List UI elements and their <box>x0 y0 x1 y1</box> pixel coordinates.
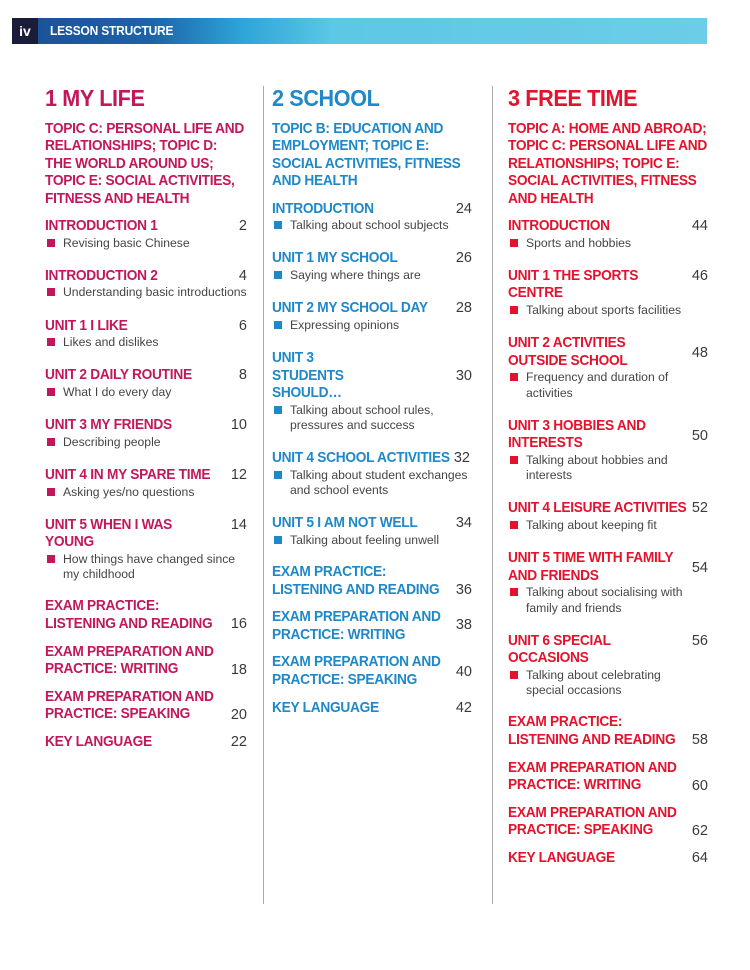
entry-subtitle: Talking about keeping fit <box>508 518 711 533</box>
entry-title[interactable]: EXAM PREPARATION AND PRACTICE: SPEAKING <box>45 688 214 723</box>
entry-title[interactable]: UNIT 3 MY FRIENDS <box>45 417 172 434</box>
page-ref: 8 <box>238 367 247 384</box>
page-ref: 48 <box>691 345 708 362</box>
entry-subtitle: What I do every day <box>45 385 248 400</box>
entry-subtitle: Describing people <box>45 435 248 450</box>
toc-entry[interactable] <box>508 850 708 868</box>
page-ref: 22 <box>230 733 247 750</box>
toc-entry[interactable] <box>272 700 472 718</box>
square-bullet-icon <box>510 239 518 247</box>
entry-title[interactable]: UNIT 4 SCHOOL ACTIVITIES <box>272 450 450 467</box>
entry-title[interactable]: INTRODUCTION <box>508 218 610 235</box>
toc-entry[interactable] <box>272 609 472 644</box>
toc-entry[interactable] <box>508 714 708 749</box>
entry-title[interactable]: EXAM PRACTICE: LISTENING AND READING <box>272 564 440 598</box>
entry-subtitle: Sports and hobbies <box>508 236 711 251</box>
page-ref: 34 <box>455 515 472 532</box>
entry-title[interactable]: INTRODUCTION 2 <box>45 267 158 284</box>
page-ref: 28 <box>455 300 472 317</box>
square-bullet-icon <box>47 388 55 396</box>
entry-subtitle: Expressing opinions <box>272 318 475 333</box>
page-ref: 58 <box>691 732 708 749</box>
toc-entry[interactable] <box>45 467 247 500</box>
page-ref: 36 <box>455 582 472 598</box>
entry-title[interactable]: KEY LANGUAGE <box>272 699 379 716</box>
toc-entry[interactable] <box>508 268 708 318</box>
square-bullet-icon <box>274 221 282 229</box>
column-free-time <box>508 84 708 868</box>
entry-subtitle: Frequency and duration of activities <box>508 370 686 400</box>
page-ref: 16 <box>230 616 247 633</box>
page-ref: 10 <box>230 417 247 434</box>
toc-entry[interactable] <box>45 268 247 301</box>
square-bullet-icon <box>274 271 282 279</box>
toc-entry[interactable] <box>45 367 247 400</box>
toc-entry[interactable] <box>272 515 472 548</box>
square-bullet-icon <box>510 671 518 679</box>
toc-entry[interactable] <box>508 550 708 616</box>
page-ref: 18 <box>230 661 247 678</box>
entry-title[interactable]: UNIT 3 STUDENTS SHOULD… <box>272 350 344 402</box>
page-ref: 50 <box>691 427 708 444</box>
entry-subtitle: Understanding basic introductions <box>45 285 248 300</box>
page-number: iv <box>12 18 38 44</box>
page-ref: 26 <box>455 250 472 267</box>
entry-title[interactable]: UNIT 5 I AM NOT WELL <box>272 515 418 532</box>
column-title: 3 FREE TIME <box>508 85 638 111</box>
entry-title[interactable]: UNIT 1 MY SCHOOL <box>272 250 398 267</box>
entry-subtitle: Likes and dislikes <box>45 335 248 350</box>
entry-subtitle: Talking about sports facilities <box>508 303 711 318</box>
entry-subtitle: How things have changed since my childhood <box>45 552 248 582</box>
toc-entry[interactable] <box>45 689 247 724</box>
entry-title[interactable]: KEY LANGUAGE <box>508 849 615 866</box>
entry-subtitle: Talking about school rules, pressures and success <box>272 403 475 433</box>
square-bullet-icon <box>510 588 518 596</box>
page-ref: 42 <box>455 699 472 716</box>
square-bullet-icon <box>510 373 518 381</box>
entry-title[interactable]: UNIT 2 ACTIVITIES OUTSIDE SCHOOL <box>508 335 628 369</box>
entry-title[interactable]: UNIT 5 TIME WITH FAMILY AND FRIENDS <box>508 550 673 584</box>
page-ref: 14 <box>230 516 247 533</box>
toc-entry[interactable] <box>272 300 472 333</box>
page-ref: 56 <box>691 632 708 649</box>
square-bullet-icon <box>510 456 518 464</box>
square-bullet-icon <box>274 536 282 544</box>
square-bullet-icon <box>47 488 55 496</box>
header-title: LESSON STRUCTURE <box>50 23 174 38</box>
square-bullet-icon <box>47 438 55 446</box>
entry-title[interactable]: UNIT 4 LEISURE ACTIVITIES <box>508 500 687 517</box>
toc-entry[interactable] <box>272 250 472 283</box>
toc-entry[interactable] <box>272 654 472 689</box>
entry-title[interactable]: INTRODUCTION 1 <box>45 218 158 235</box>
entry-subtitle: Talking about hobbies and interests <box>508 453 676 483</box>
page-ref: 40 <box>455 664 472 681</box>
page-ref: 54 <box>691 560 708 577</box>
toc-entry[interactable] <box>45 318 247 351</box>
toc-entry[interactable] <box>272 201 472 234</box>
toc-entry[interactable] <box>272 564 472 599</box>
entry-subtitle: Saying where things are <box>272 268 475 283</box>
entry-title[interactable]: UNIT 1 I LIKE <box>45 317 128 334</box>
square-bullet-icon <box>47 338 55 346</box>
entry-title[interactable]: UNIT 3 HOBBIES AND INTERESTS <box>508 417 646 452</box>
toc-entry[interactable] <box>45 734 247 752</box>
toc-entry[interactable] <box>508 218 708 251</box>
entry-title[interactable]: EXAM PREPARATION AND PRACTICE: SPEAKING <box>508 804 677 839</box>
square-bullet-icon <box>47 239 55 247</box>
header-bar <box>12 18 707 44</box>
entry-title[interactable]: EXAM PRACTICE: LISTENING AND READING <box>45 598 213 632</box>
page-ref: 2 <box>238 218 247 235</box>
column-topic: TOPIC C: PERSONAL LIFE AND RELATIONSHIPS; TOPIC D: THE WORLD AROUND US; TOPIC E: SOCIAL ACTIVITIES, FITNESS AND HEALTH <box>45 121 244 207</box>
page-ref: 4 <box>238 267 247 284</box>
toc-entry[interactable] <box>272 350 472 433</box>
square-bullet-icon <box>274 406 282 414</box>
toc-entry[interactable] <box>45 517 247 583</box>
square-bullet-icon <box>510 521 518 529</box>
column-title: 1 MY LIFE <box>45 85 145 111</box>
entry-title[interactable]: EXAM PREPARATION AND PRACTICE: WRITING <box>272 609 441 643</box>
toc-entry[interactable] <box>45 644 247 679</box>
entry-title[interactable]: UNIT 4 IN MY SPARE TIME <box>45 467 211 484</box>
entry-title[interactable]: UNIT 6 SPECIAL OCCASIONS <box>508 632 611 667</box>
toc-entry[interactable] <box>508 805 708 840</box>
entry-subtitle: Talking about socialising with family and friends <box>508 585 686 615</box>
entry-title[interactable]: KEY LANGUAGE <box>45 733 152 750</box>
toc-entry[interactable] <box>45 218 247 251</box>
column-divider <box>492 86 493 904</box>
page-ref: 46 <box>691 267 708 284</box>
page-ref: 52 <box>691 500 708 517</box>
page-ref: 64 <box>691 849 708 866</box>
entry-subtitle: Talking about student exchanges and school events <box>272 468 475 498</box>
toc-entry[interactable] <box>508 760 708 795</box>
square-bullet-icon <box>510 306 518 314</box>
entry-subtitle: Asking yes/no questions <box>45 485 248 500</box>
entry-title[interactable]: UNIT 2 MY SCHOOL DAY <box>272 300 428 317</box>
entry-title[interactable]: EXAM PREPARATION AND PRACTICE: WRITING <box>45 643 214 678</box>
page-ref: 60 <box>691 777 708 794</box>
entry-title[interactable]: UNIT 1 THE SPORTS CENTRE <box>508 267 639 302</box>
page-ref: 44 <box>691 218 708 235</box>
entry-title[interactable]: UNIT 2 DAILY ROUTINE <box>45 367 192 384</box>
column-my-life <box>45 84 247 752</box>
page-ref: 20 <box>230 706 247 723</box>
column-topic: TOPIC A: HOME AND ABROAD; TOPIC C: PERSONAL LIFE AND RELATIONSHIPS; TOPIC E: SOCIAL ACTIVITIES, FITNESS AND HEALTH <box>508 121 707 207</box>
entry-title[interactable]: UNIT 5 WHEN I WAS YOUNG <box>45 516 173 551</box>
square-bullet-icon <box>47 288 55 296</box>
entry-subtitle: Revising basic Chinese <box>45 236 248 251</box>
page-ref: 62 <box>691 822 708 839</box>
square-bullet-icon <box>274 321 282 329</box>
square-bullet-icon <box>47 555 55 563</box>
page-ref: 30 <box>455 368 472 385</box>
page-ref: 24 <box>455 200 472 217</box>
page-ref: 32 <box>453 450 470 467</box>
toc-entry[interactable] <box>508 335 708 401</box>
entry-subtitle: Talking about celebrating special occasions <box>508 668 686 698</box>
entry-subtitle: Talking about school subjects <box>272 218 475 233</box>
toc-entry[interactable] <box>45 598 247 633</box>
entry-title[interactable]: INTRODUCTION <box>272 200 374 217</box>
toc-entry[interactable] <box>508 633 708 699</box>
entry-title[interactable]: EXAM PREPARATION AND PRACTICE: WRITING <box>508 759 677 794</box>
page-ref: 38 <box>455 617 472 634</box>
entry-title[interactable]: EXAM PRACTICE: LISTENING AND READING <box>508 714 676 748</box>
square-bullet-icon <box>274 471 282 479</box>
toc-entry[interactable] <box>508 500 708 533</box>
toc-entry[interactable] <box>45 417 247 450</box>
toc-entry[interactable] <box>272 450 472 498</box>
page-ref: 6 <box>238 317 247 334</box>
entry-subtitle: Talking about feeling unwell <box>272 533 475 548</box>
column-title: 2 SCHOOL <box>272 85 380 111</box>
toc-entry[interactable] <box>508 418 708 484</box>
column-school <box>272 84 472 717</box>
column-topic: TOPIC B: EDUCATION AND EMPLOYMENT; TOPIC E: SOCIAL ACTIVITIES, FITNESS AND HEALTH <box>272 121 461 190</box>
entry-title[interactable]: EXAM PREPARATION AND PRACTICE: SPEAKING <box>272 654 441 688</box>
column-divider <box>263 86 264 904</box>
page-ref: 12 <box>230 467 247 484</box>
